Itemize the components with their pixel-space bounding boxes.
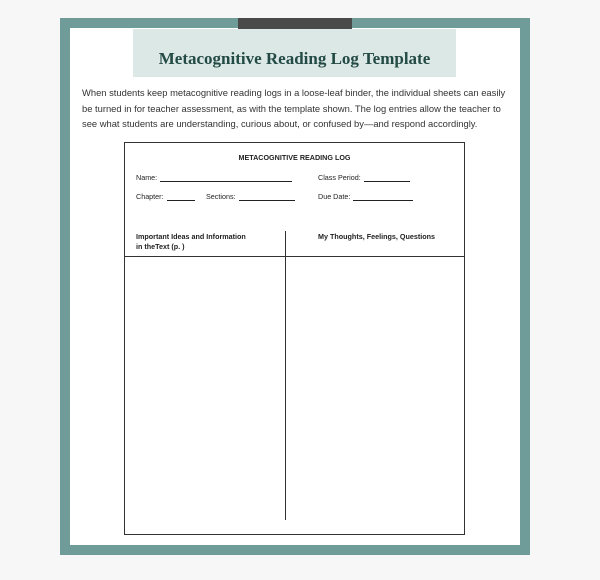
left-column-header-line2: in theText (p. ) <box>136 242 185 251</box>
chapter-field <box>136 192 195 201</box>
page-title: Metacognitive Reading Log Template <box>158 49 431 68</box>
intro-paragraph: When students keep metacognitive reading logs in a loose-leaf binder, the individual sheets can easily be turned in for teacher assessment, as with the template shown. The log entries allow the teacher to see what students are understanding, curious about, or confused by—and respond accordingly. <box>82 87 506 129</box>
right-column-header: My Thoughts, Feelings, Questions <box>318 232 436 241</box>
header-divider <box>125 256 464 257</box>
name-blank <box>160 173 292 182</box>
class-period-blank <box>364 173 410 182</box>
class-period-label: Class Period: <box>318 173 361 182</box>
due-date-field <box>318 192 413 201</box>
sections-blank <box>239 192 295 201</box>
column-divider <box>285 231 286 520</box>
name-field <box>136 173 292 182</box>
chapter-blank <box>167 192 195 201</box>
chapter-label: Chapter: <box>136 192 164 201</box>
sections-label: Sections: <box>206 192 236 201</box>
due-date-label: Due Date: <box>318 192 351 201</box>
log-heading: METACOGNITIVE READING LOG <box>238 153 351 162</box>
left-column-header <box>136 232 246 252</box>
left-column-header-line1: Important Ideas and Information <box>136 232 246 241</box>
due-date-blank <box>353 192 413 201</box>
title-banner <box>133 29 456 77</box>
reading-log-form <box>124 142 465 535</box>
class-period-field <box>318 173 410 182</box>
name-label: Name: <box>136 173 158 182</box>
sections-field <box>206 192 295 201</box>
